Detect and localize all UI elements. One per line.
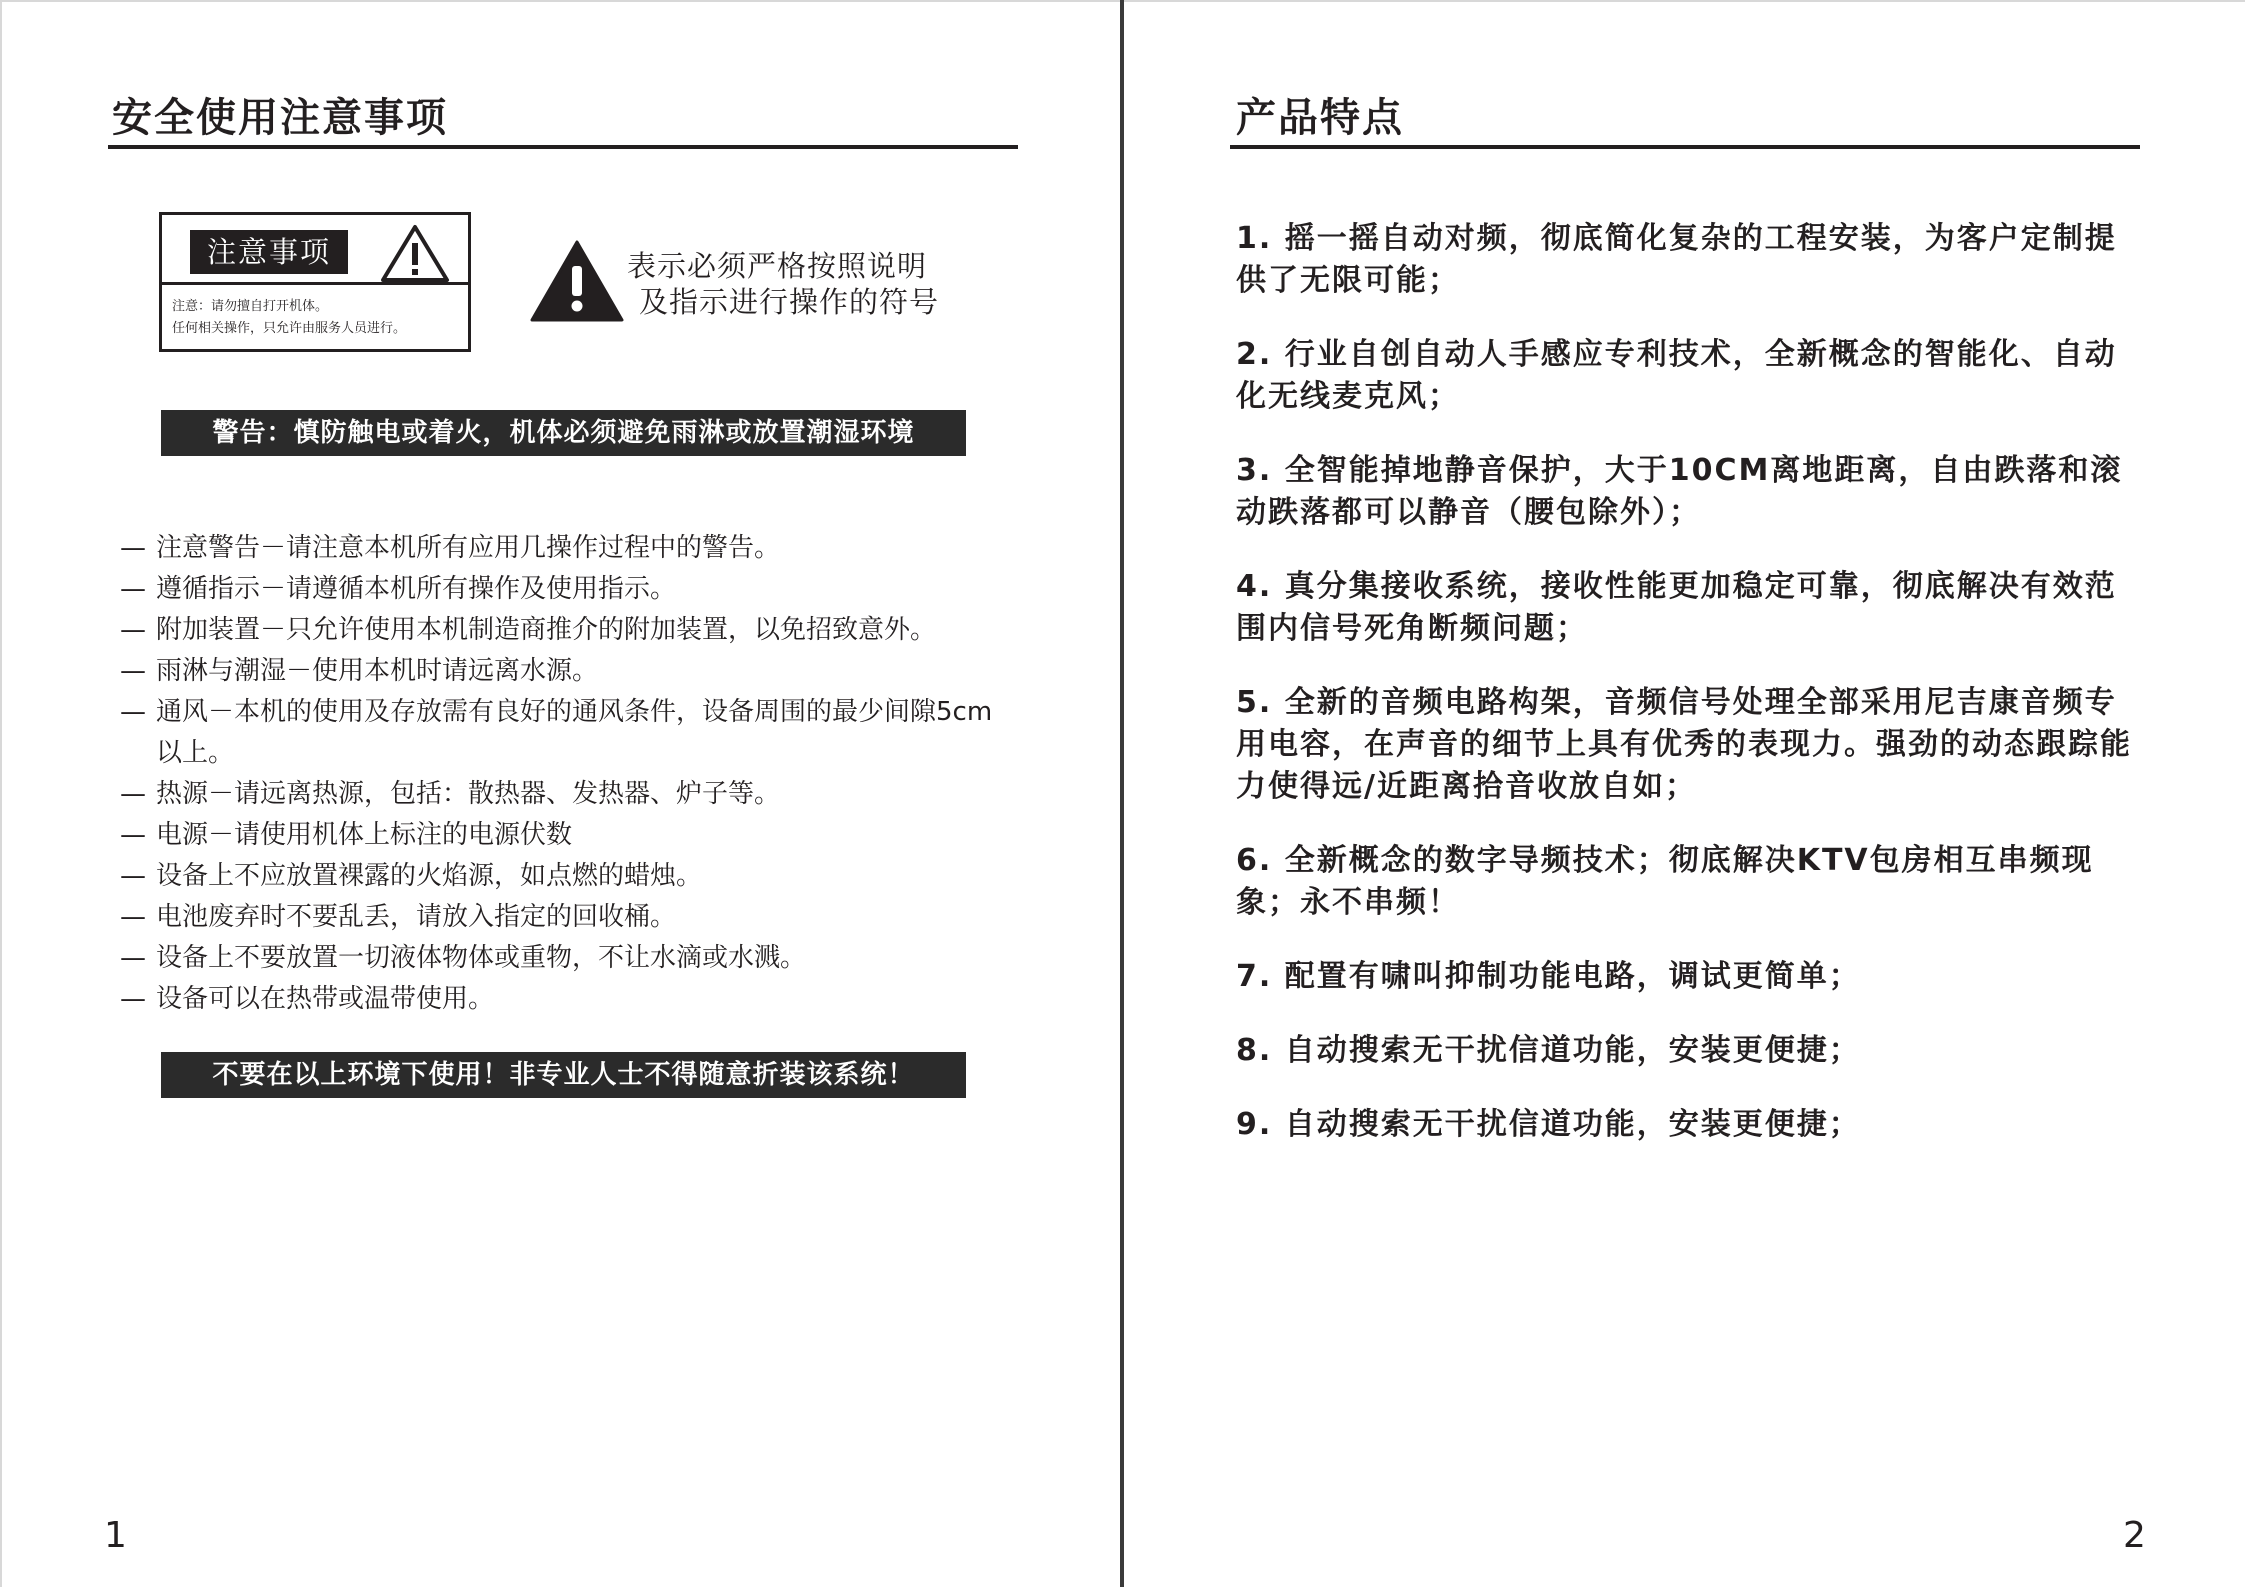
list-bullet: — — [120, 574, 146, 604]
warning-triangle-icon — [380, 223, 450, 283]
caution-label-line-1: 注意：请勿擅自打开机体。 — [172, 299, 329, 314]
left-page — [0, 0, 1120, 1587]
list-bullet: — — [120, 697, 146, 727]
list-item: 1. 摇一摇自动对频，彻底简化复杂的工程安装，为客户定制提供了无限可能； — [1236, 221, 2117, 298]
list-bullet: — — [120, 533, 146, 563]
list-bullet: — — [120, 615, 146, 645]
symbol-description-line-2: 及指示进行操作的符号 — [639, 285, 940, 319]
list-item: — 热源－请远离热源，包括：散热器、发热器、炉子等。 — [120, 774, 1010, 815]
symbol-description — [627, 248, 939, 320]
product-feature-list — [1236, 218, 2136, 1178]
list-item: — 设备上不应放置裸露的火焰源，如点燃的蜡烛。 — [120, 856, 1010, 897]
bottom-warning-banner: 不要在以上环境下使用！非专业人士不得随意折装该系统！ — [161, 1052, 966, 1098]
list-item: 2. 行业自创自动人手感应专利技术，全新概念的智能化、自动化无线麦克风； — [1236, 337, 2117, 414]
list-item: 5. 全新的音频电路构架，音频信号处理全部采用尼吉康音频专用电容，在声音的细节上具有优秀的表现力。强劲的动态跟踪能力使得远/近距离拾音收放自如； — [1236, 685, 2132, 804]
list-bullet: — — [120, 861, 146, 891]
list-bullet: — — [120, 984, 146, 1014]
list-item: — 附加装置－只允许使用本机制造商推介的附加装置，以免招致意外。 — [120, 610, 1010, 651]
list-item: 4. 真分集接收系统，接收性能更加稳定可靠，彻底解决有效范围内信号死角断频问题； — [1236, 569, 2117, 646]
page-title: 产品特点 — [1236, 95, 1404, 141]
list-item: — 遵循指示－请遵循本机所有操作及使用指示。 — [120, 569, 1010, 610]
caution-label-box — [159, 212, 471, 352]
page-number: 1 — [104, 1515, 127, 1556]
list-item: 8. 自动搜索无干扰信道功能，安装更便捷； — [1236, 1033, 1861, 1068]
list-bullet: — — [120, 779, 146, 809]
list-bullet: — — [120, 656, 146, 686]
heading-rule — [1230, 145, 2140, 149]
list-item: — 通风－本机的使用及存放需有良好的通风条件，设备周围的最少间隙5cm以上。 — [120, 692, 1010, 774]
list-item: — 设备上不要放置一切液体物体或重物，不让水滴或水溅。 — [120, 938, 1010, 979]
list-item: — 注意警告－请注意本机所有应用几操作过程中的警告。 — [120, 528, 1010, 569]
caution-label-header — [162, 215, 468, 285]
list-item: — 电源－请使用机体上标注的电源伏数 — [120, 815, 1010, 856]
caution-label-title: 注意事项 — [190, 230, 348, 274]
page-title: 安全使用注意事项 — [112, 95, 448, 141]
list-item: 6. 全新概念的数字导频技术；彻底解决KTV包房相互串频现象；永不串频！ — [1236, 843, 2094, 920]
caution-triangle-icon — [530, 240, 624, 322]
list-item: — 雨淋与潮湿－使用本机时请远离水源。 — [120, 651, 1010, 692]
warning-banner: 警告：慎防触电或着火，机体必须避免雨淋或放置潮湿环境 — [161, 410, 966, 456]
list-item: 7. 配置有啸叫抑制功能电路，调试更简单； — [1236, 959, 1861, 994]
list-bullet: — — [120, 943, 146, 973]
list-item: 9. 自动搜索无干扰信道功能，安装更便捷； — [1236, 1107, 1861, 1142]
heading-rule — [108, 145, 1018, 149]
caution-label-line-2: 任何相关操作，只允许由服务人员进行。 — [172, 321, 407, 336]
page-number: 2 — [2123, 1515, 2146, 1556]
list-item: 3. 全智能掉地静音保护，大于10CM离地距离，自由跌落和滚动跌落都可以静音（腰包除外）； — [1236, 453, 2123, 530]
list-bullet: — — [120, 902, 146, 932]
list-item: — 电池废弃时不要乱丢，请放入指定的回收桶。 — [120, 897, 1010, 938]
symbol-description-line-1: 表示必须严格按照说明 — [627, 249, 928, 283]
list-bullet: — — [120, 820, 146, 850]
safety-notice-list — [120, 528, 1010, 1020]
list-item: — 设备可以在热带或温带使用。 — [120, 979, 1010, 1020]
